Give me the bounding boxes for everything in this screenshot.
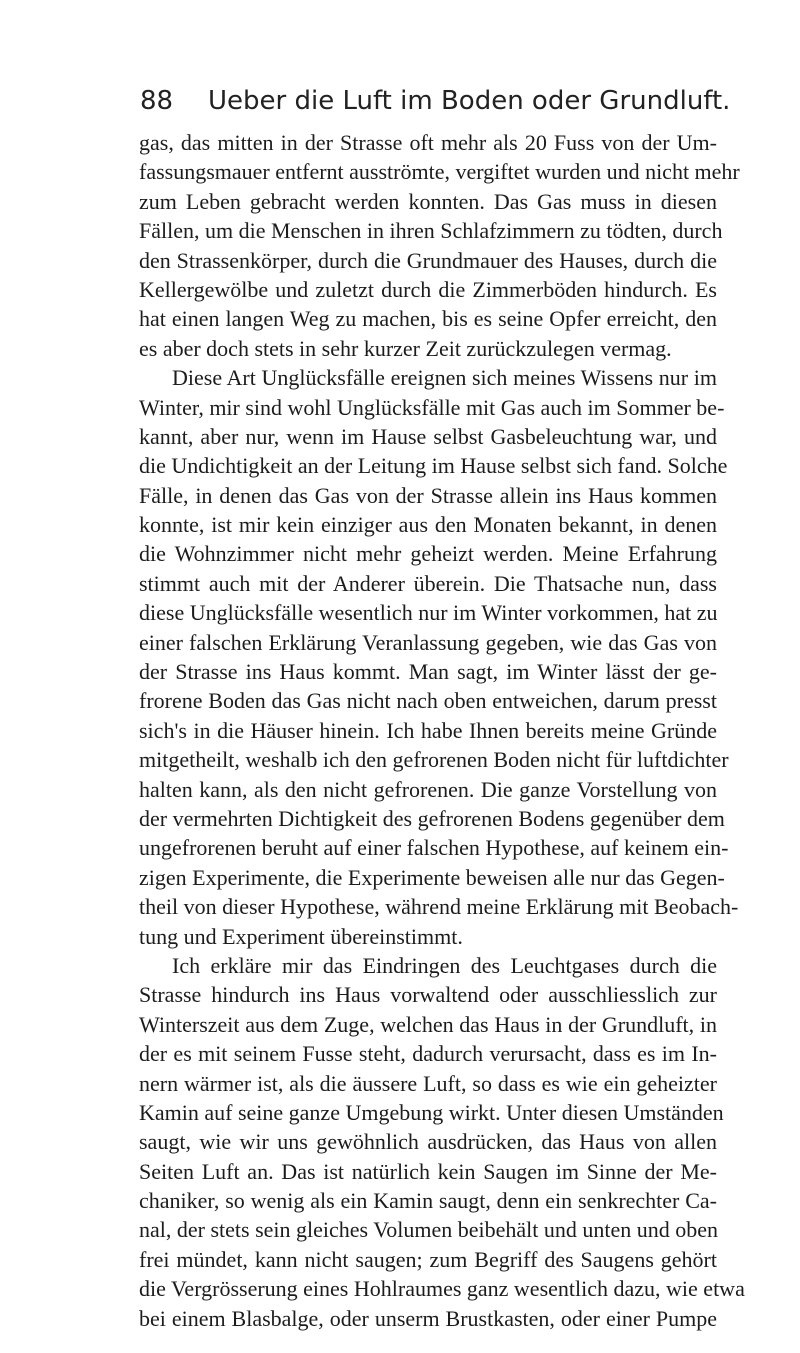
text-line: der es mit seinem Fusse steht, dadurch verursacht, dass es im In- [139,1041,717,1067]
text-line: die Wohnzimmer nicht mehr geheizt werden. Meine Erfahrung [139,541,717,567]
text-line: die Vergrösserung eines Hohlraumes ganz wesentlich dazu, wie etwa [139,1276,745,1302]
text-line: mitgetheilt, weshalb ich den gefrorenen Boden nicht für luftdichter [139,747,729,773]
text-line: Fällen, um die Menschen in ihren Schlafzimmern zu tödten, durch [139,218,723,244]
text-line: ungefrorenen beruht auf einer falschen Hypothese, auf keinem ein- [139,835,729,861]
text-line: zigen Experimente, die Experimente beweisen alle nur das Gegen- [139,864,725,890]
text-line: kannt, aber nur, wenn im Hause selbst Gasbeleuchtung war, und [139,423,717,449]
text-line: nern wärmer ist, als die äussere Luft, so dass es wie ein geheizter [139,1070,717,1096]
text-line: Kellergewölbe und zuletzt durch die Zimmerböden hindurch. Es [139,276,717,302]
text-line: bei einem Blasbalge, oder unserm Brustkasten, oder einer Pumpe [139,1305,717,1331]
text-line: fassungsmauer entfernt ausströmte, vergiftet wurden und nicht mehr [139,159,740,185]
text-line: tung und Experiment übereinstimmt. [139,923,463,949]
text-line: Fälle, in denen das Gas von der Strasse allein ins Haus kommen [139,482,717,508]
text-line: halten kann, als den nicht gefrorenen. Die ganze Vorstellung von [139,776,717,802]
text-line: chaniker, so wenig als ein Kamin saugt, denn ein senkrechter Ca- [139,1188,717,1214]
text-line: der Strasse ins Haus kommt. Man sagt, im Winter lässt der ge- [139,659,717,685]
text-line: frei mündet, kann nicht saugen; zum Begriff des Saugens gehört [139,1246,717,1272]
text-line: nal, der stets sein gleiches Volumen beibehält und unten und oben [139,1217,719,1243]
running-head [140,84,731,118]
text-line: Diese Art Unglücksfälle ereignen sich meines Wissens nur im [172,365,717,391]
text-line: diese Unglücksfälle wesentlich nur im Winter vorkommen, hat zu [139,600,718,626]
text-line: theil von dieser Hypothese, während meine Erklärung mit Beobach- [139,894,739,920]
text-line: einer falschen Erklärung Veranlassung gegeben, wie das Gas von [139,629,717,655]
text-line: gas, das mitten in der Strasse oft mehr als 20 Fuss von der Um- [139,130,717,155]
text-line: Winterszeit aus dem Zuge, welchen das Haus in der Grundluft, in [139,1011,717,1037]
text-line: die Undichtigkeit an der Leitung im Hause selbst sich fand. Solche [139,453,728,479]
text-line: Strasse hindurch ins Haus vorwaltend oder ausschliesslich zur [139,982,717,1008]
text-line: den Strassenkörper, durch die Grundmauer des Hauses, durch die [139,247,717,273]
text-line: Kamin auf seine ganze Umgebung wirkt. Unter diesen Umständen [139,1099,724,1125]
text-line: Winter, mir sind wohl Unglücksfälle mit Gas auch im Sommer be- [139,394,725,420]
text-line: sich's in die Häuser hinein. Ich habe Ihnen bereits meine Gründe [139,717,717,743]
text-line: saugt, wie wir uns gewöhnlich ausdrücken, das Haus von allen [139,1129,717,1155]
text-line: zum Leben gebracht werden konnten. Das Gas muss in diesen [139,188,717,214]
text-line: Seiten Luft an. Das ist natürlich kein Saugen im Sinne der Me- [139,1158,717,1184]
text-line: konnte, ist mir kein einziger aus den Monaten bekannt, in denen [139,512,717,538]
body-text [139,128,745,1333]
text-line: hat einen langen Weg zu machen, bis es seine Opfer erreicht, den [139,306,717,332]
text-line: Ich erkläre mir das Eindringen des Leuchtgases durch die [172,952,717,978]
text-line: frorene Boden das Gas nicht nach oben entweichen, darum presst [139,688,717,714]
text-line: der vermehrten Dichtigkeit des gefrorenen Bodens gegenüber dem [139,805,725,831]
text-line: stimmt auch mit der Anderer überein. Die Thatsache nun, dass [139,570,717,596]
page-number: 88 [140,86,174,116]
running-title: Ueber die Luft im Boden oder Grundluft. [208,86,731,116]
text-line: es aber doch stets in sehr kurzer Zeit zurückzulegen vermag. [139,335,672,361]
